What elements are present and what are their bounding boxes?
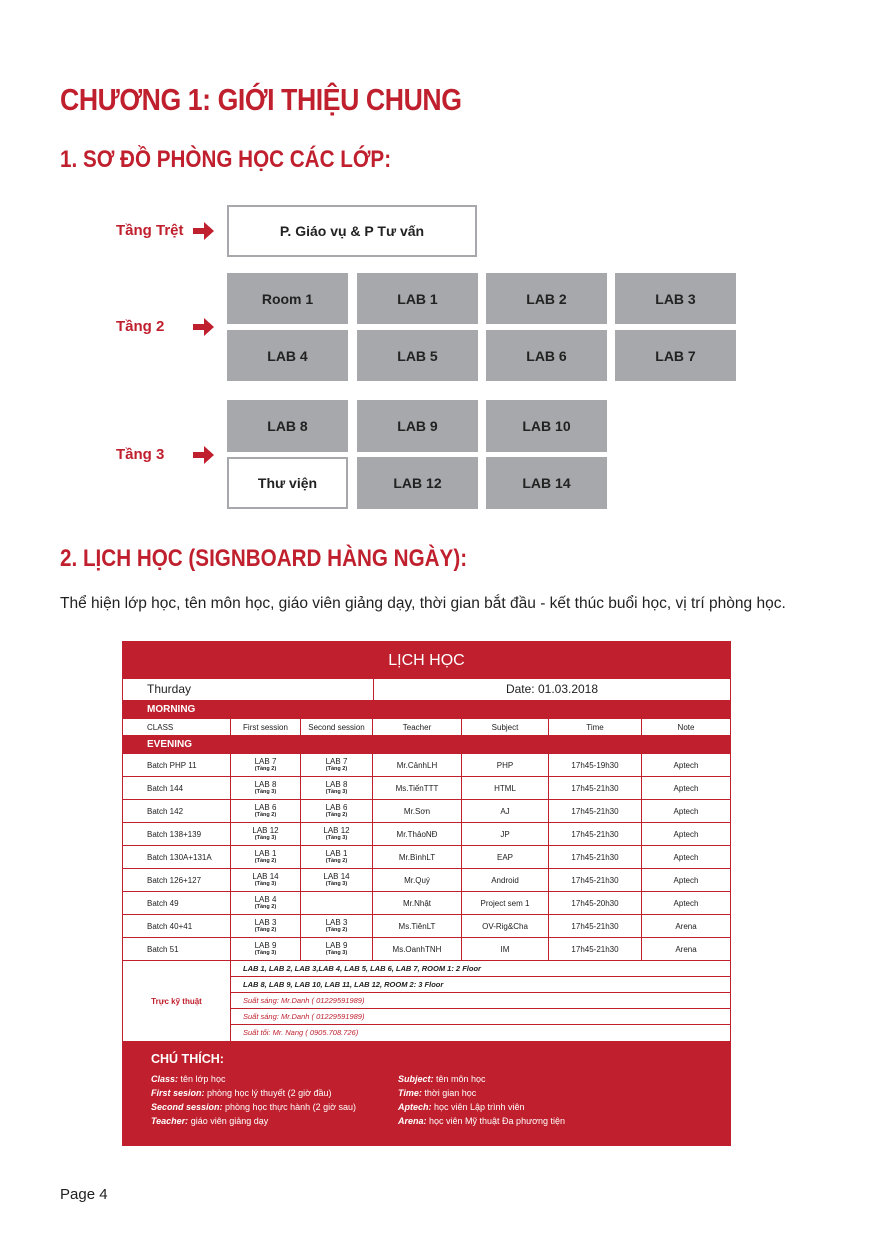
cell-teacher: Mr.Nhật: [373, 892, 462, 914]
intro-text: Thể hiện lớp học, tên môn học, giáo viên giảng dạy, thời gian bắt đầu - kết thúc buổi học, vị trí phòng học.: [60, 595, 786, 612]
schedule-title: LỊCH HỌC: [123, 642, 730, 679]
table-row: [123, 800, 730, 823]
cell-teacher: Mr.Quý: [373, 869, 462, 891]
room-lab-9: LAB 9: [357, 400, 478, 452]
table-row: [123, 823, 730, 846]
arrow-right-icon: [193, 445, 215, 465]
cell-teacher: Mr.Sơn: [373, 800, 462, 822]
arrow-right-icon: [193, 221, 215, 241]
cell-subject: HTML: [462, 777, 549, 799]
legend-item: [151, 1114, 398, 1128]
lab-floor: (Tầng 3): [325, 834, 348, 841]
schedule-board: [122, 641, 731, 1146]
cell-time: 17h45-21h30: [549, 869, 642, 891]
arrow-right-icon: [193, 317, 215, 337]
lab-floor: (Tầng 2): [325, 926, 348, 933]
schedule-rows: [123, 754, 730, 961]
lab-floor: (Tầng 2): [325, 765, 348, 772]
cell-subject: AJ: [462, 800, 549, 822]
room-lab-2: LAB 2: [486, 273, 607, 324]
section-1-title: 1. SƠ ĐỒ PHÒNG HỌC CÁC LỚP:: [60, 146, 392, 173]
cell-subject: Project sem 1: [462, 892, 549, 914]
cell-teacher: Mr.ThảoNĐ: [373, 823, 462, 845]
cell-time: 17h45-19h30: [549, 754, 642, 776]
floor-label-second: Tầng 2: [116, 318, 165, 335]
schedule-date: Date: 01.03.2018: [505, 682, 599, 696]
cell-class: Batch 142: [123, 800, 231, 822]
lab-floor: (Tầng 2): [254, 857, 277, 864]
legend-key: Aptech:: [398, 1102, 432, 1112]
lab-name: LAB 9: [325, 940, 348, 950]
legend-item: [151, 1100, 398, 1114]
legend-key: Class:: [151, 1074, 179, 1084]
room-lab-1: LAB 1: [357, 273, 478, 324]
cell-teacher: Ms.TiếnTTT: [373, 777, 462, 799]
duty-line: Suất tối: Mr. Nang ( 0905.708.726): [243, 1028, 359, 1037]
legend-right: [398, 1072, 645, 1128]
col-class: CLASS: [123, 719, 231, 735]
cell-second-session: [301, 823, 373, 845]
legend-item: [151, 1086, 398, 1100]
room-reception: P. Giáo vụ & P Tư vấn: [227, 205, 477, 257]
lab-floor: (Tầng 2): [254, 926, 277, 933]
cell-class: Batch PHP 11: [123, 754, 231, 776]
room-lab-5: LAB 5: [357, 330, 478, 381]
cell-note: Aptech: [673, 806, 699, 816]
cell-class: Batch 51: [123, 938, 231, 960]
cell-time: 17h45-20h30: [549, 892, 642, 914]
cell-time: 17h45-21h30: [549, 915, 642, 937]
lab-name: LAB 14: [323, 871, 350, 881]
cell-class: Batch 138+139: [123, 823, 231, 845]
cell-note: Aptech: [673, 783, 699, 793]
cell-note: Aptech: [673, 875, 699, 885]
lab-floor: (Tầng 2): [325, 811, 348, 818]
lab-name: LAB 8: [254, 779, 277, 789]
lab-name: LAB 12: [252, 825, 279, 835]
cell-class: Batch 126+127: [123, 869, 231, 891]
table-row: [123, 915, 730, 938]
cell-teacher: Ms.OanhTNH: [373, 938, 462, 960]
lab-floor: (Tầng 3): [325, 880, 348, 887]
cell-teacher: Ms.TiênLT: [373, 915, 462, 937]
page-number: Page 4: [60, 1186, 108, 1203]
col-second-session: Second session: [301, 719, 373, 735]
morning-band: MORNING: [123, 701, 730, 719]
room-lab-6: LAB 6: [486, 330, 607, 381]
lab-floor: (Tầng 2): [254, 765, 277, 772]
legend-item: [398, 1072, 645, 1086]
legend-value: học viên Lập trình viên: [431, 1102, 525, 1112]
lab-name: LAB 1: [325, 848, 348, 858]
cell-note: Aptech: [673, 852, 699, 862]
cell-time: 17h45-21h30: [549, 823, 642, 845]
duty-line: Suất sáng: Mr.Danh ( 01229591989): [231, 1009, 730, 1025]
cell-time: 17h45-21h30: [549, 777, 642, 799]
lab-name: LAB 3: [254, 917, 277, 927]
legend-item: [398, 1086, 645, 1100]
cell-class: Batch 130A+131A: [123, 846, 231, 868]
col-teacher: Teacher: [373, 719, 462, 735]
cell-first-session: [231, 800, 301, 822]
lab-floor: (Tầng 2): [254, 811, 277, 818]
lab-name: LAB 6: [254, 802, 277, 812]
col-note: Note: [677, 722, 695, 732]
cell-second-session: [301, 754, 373, 776]
cell-second-session: [301, 800, 373, 822]
legend-item: [151, 1072, 398, 1086]
legend-key: Teacher:: [151, 1116, 189, 1126]
floor-label-ground: Tầng Trệt: [116, 222, 184, 239]
legend-value: tên lớp học: [178, 1074, 226, 1084]
table-row: [123, 892, 730, 915]
cell-time: 17h45-21h30: [549, 938, 642, 960]
cell-first-session: [231, 777, 301, 799]
col-time: Time: [549, 719, 642, 735]
cell-class: Batch 49: [123, 892, 231, 914]
room-lab-14: LAB 14: [486, 457, 607, 509]
cell-note: Aptech: [673, 829, 699, 839]
cell-second-session: [301, 846, 373, 868]
legend-value: giáo viên giảng dạy: [188, 1116, 269, 1126]
table-row: [123, 754, 730, 777]
lab-name: LAB 4: [254, 894, 277, 904]
cell-second-session: [301, 938, 373, 960]
table-row: [123, 846, 730, 869]
lab-floor: (Tầng 2): [325, 857, 348, 864]
cell-note: Arena: [675, 944, 697, 954]
legend-value: thời gian học: [421, 1088, 477, 1098]
cell-first-session: [231, 754, 301, 776]
lab-floor: (Tầng 2): [254, 903, 277, 910]
chapter-title: CHƯƠNG 1: GIỚI THIỆU CHUNG: [60, 82, 462, 117]
cell-subject: PHP: [462, 754, 549, 776]
cell-teacher: Mr.CảnhLH: [373, 754, 462, 776]
lab-name: LAB 8: [325, 779, 348, 789]
room-lab-3: LAB 3: [615, 273, 736, 324]
lab-name: LAB 7: [254, 756, 277, 766]
cell-note: Aptech: [673, 898, 699, 908]
duty-line: Suất sáng: Mr.Danh ( 01229591989): [231, 993, 730, 1009]
room-lab-4: LAB 4: [227, 330, 348, 381]
cell-first-session: [231, 823, 301, 845]
cell-first-session: [231, 938, 301, 960]
floor-note-2: LAB 8, LAB 9, LAB 10, LAB 11, LAB 12, ROOM 2: 3 Floor: [231, 977, 730, 993]
cell-subject: JP: [462, 823, 549, 845]
lab-floor: (Tầng 3): [325, 949, 348, 956]
cell-first-session: [231, 892, 301, 914]
lab-name: LAB 12: [323, 825, 350, 835]
cell-time: 17h45-21h30: [549, 800, 642, 822]
cell-first-session: [231, 915, 301, 937]
cell-teacher: Mr.BìnhLT: [373, 846, 462, 868]
lab-floor: (Tầng 3): [254, 880, 277, 887]
lab-floor: (Tầng 3): [254, 788, 277, 795]
cell-note: Arena: [675, 921, 697, 931]
cell-note: Aptech: [673, 760, 699, 770]
cell-subject: IM: [462, 938, 549, 960]
floor-note-1: LAB 1, LAB 2, LAB 3,LAB 4, LAB 5, LAB 6, LAB 7, ROOM 1: 2 Floor: [231, 961, 730, 977]
lab-floor: (Tầng 3): [254, 834, 277, 841]
cell-second-session: [301, 777, 373, 799]
table-header: [123, 719, 730, 736]
duty-label: Trực kỹ thuật: [123, 961, 231, 1041]
cell-time: 17h45-21h30: [549, 846, 642, 868]
legend-value: phòng học thực hành (2 giờ sau): [222, 1102, 357, 1112]
lab-name: LAB 14: [252, 871, 279, 881]
cell-class: Batch 40+41: [123, 915, 231, 937]
cell-second-session: [301, 915, 373, 937]
table-row: [123, 938, 730, 961]
cell-first-session: [231, 846, 301, 868]
cell-subject: EAP: [462, 846, 549, 868]
cell-class: Batch 144: [123, 777, 231, 799]
floor-label-third: Tầng 3: [116, 446, 165, 463]
cell-second-session: [301, 869, 373, 891]
lab-name: LAB 7: [325, 756, 348, 766]
col-subject: Subject: [462, 719, 549, 735]
evening-band: EVENING: [123, 736, 730, 754]
legend-value: học viên Mỹ thuật Đa phương tiện: [426, 1116, 566, 1126]
cell-first-session: [231, 869, 301, 891]
legend-key: Arena:: [398, 1116, 427, 1126]
table-row: [123, 777, 730, 800]
legend-item: [398, 1100, 645, 1114]
room-lab-10: LAB 10: [486, 400, 607, 452]
lab-name: LAB 1: [254, 848, 277, 858]
cell-second-session: [301, 892, 373, 914]
lab-name: LAB 9: [254, 940, 277, 950]
legend-value: tên môn học: [433, 1074, 486, 1084]
col-first-session: First session: [231, 719, 301, 735]
legend-title: CHÚ THÍCH:: [151, 1052, 224, 1066]
legend-left: [151, 1072, 398, 1128]
cell-subject: OV-Rig&Cha: [462, 915, 549, 937]
schedule-day: Thurday: [123, 679, 374, 700]
legend-key: Time:: [398, 1088, 422, 1098]
notes-block: [123, 961, 730, 1042]
lab-floor: (Tầng 3): [325, 788, 348, 795]
room-room-1: Room 1: [227, 273, 348, 324]
legend: [123, 1042, 730, 1145]
table-row: [123, 869, 730, 892]
room-lab-12: LAB 12: [357, 457, 478, 509]
legend-value: phòng học lý thuyết (2 giờ đầu): [204, 1088, 332, 1098]
room-lab-8: LAB 8: [227, 400, 348, 452]
room-library: Thư viện: [227, 457, 348, 509]
lab-name: LAB 3: [325, 917, 348, 927]
cell-subject: Android: [462, 869, 549, 891]
legend-item: [398, 1114, 645, 1128]
section-2-title: 2. LỊCH HỌC (SIGNBOARD HÀNG NGÀY):: [60, 545, 468, 572]
legend-key: Subject:: [398, 1074, 434, 1084]
lab-name: LAB 6: [325, 802, 348, 812]
legend-key: First sesion:: [151, 1088, 205, 1098]
room-lab-7: LAB 7: [615, 330, 736, 381]
legend-key: Second session:: [151, 1102, 223, 1112]
lab-floor: (Tầng 3): [254, 949, 277, 956]
